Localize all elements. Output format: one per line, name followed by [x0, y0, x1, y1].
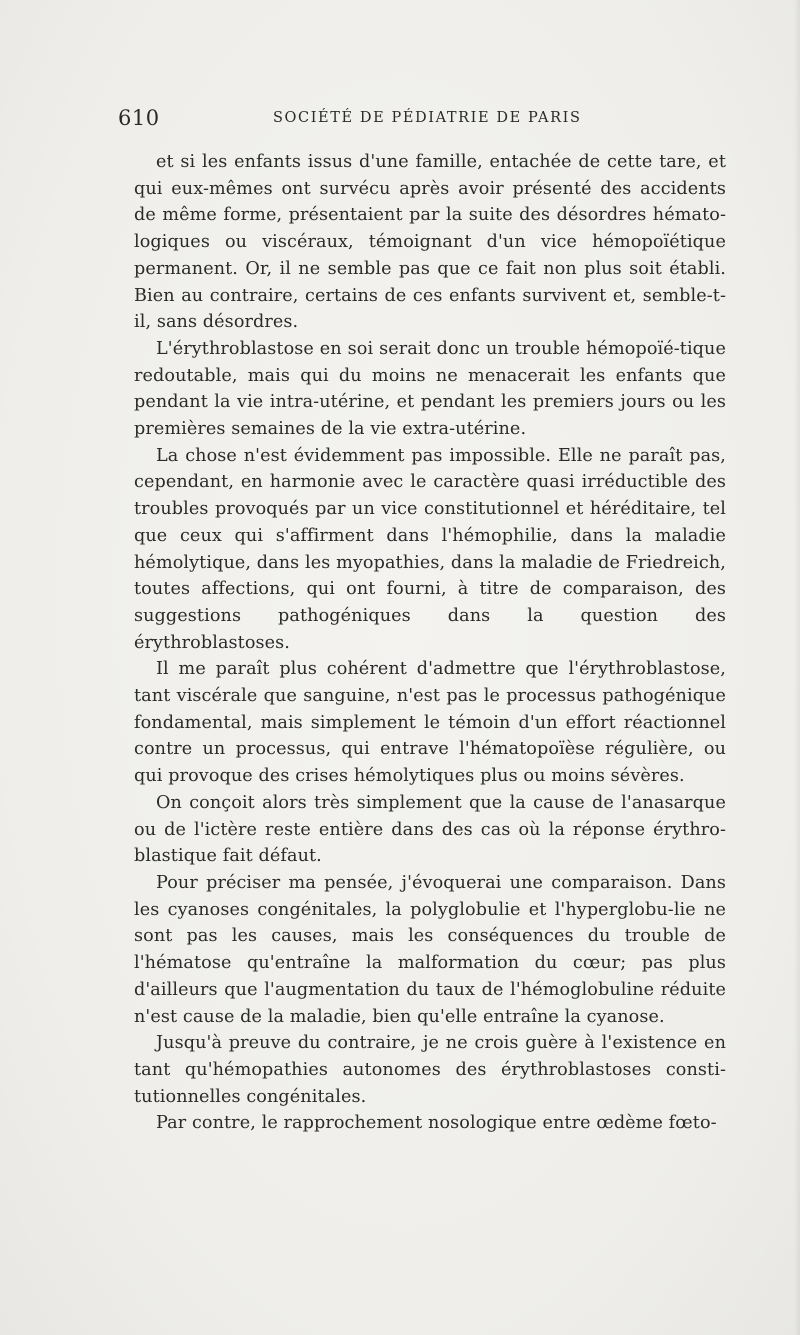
running-title: SOCIÉTÉ DE PÉDIATRIE DE PARIS	[273, 110, 582, 126]
body-text	[134, 149, 726, 1137]
paragraph: et si les enfants issus d'une famille, entachée de cette tare, et qui eux-mêmes ont survécu après avoir présenté des accidents de même forme, présentaient par la suite des désordres hémato-logiques ou viscéraux, témoignant d'un vice hémopoïétique permanent. Or, il ne semble pas que ce fait non plus soit établi. Bien au contraire, certains de ces enfants survivent et, semble-t-il, sans désordres.	[134, 152, 726, 333]
paragraph: La chose n'est évidemment pas impossible. Elle ne paraît pas, cependant, en harmonie avec le caractère quasi irréductible des troubles provoqués par un vice constitutionnel et héréditaire, tel que ceux qui s'affirment dans l'hémophilie, dans la maladie hémolytique, dans les myopathies, dans la maladie de Friedreich, toutes affections, qui ont fourni, à titre de comparaison, des suggestions pathogéniques dans la question des érythroblastoses.	[134, 445, 726, 653]
paragraph: Jusqu'à preuve du contraire, je ne crois guère à l'existence en tant qu'hémopathies autonomes des érythroblastoses consti-tutionnelles congénitales.	[134, 1033, 726, 1107]
paragraph: Pour préciser ma pensée, j'évoquerai une comparaison. Dans les cyanoses congénitales, la polyglobulie et l'hyperglobu-lie ne sont pas les causes, mais les conséquences du trouble de l'hématose qu'entraîne la malformation du cœur; pas plus d'ailleurs que l'augmentation du taux de l'hémoglobuline réduite n'est cause de la maladie, bien qu'elle entraîne la cyanose.	[134, 872, 726, 1027]
paragraph: Il me paraît plus cohérent d'admettre que l'érythroblastose, tant viscérale que sanguine, n'est pas le processus pathogénique fondamental, mais simplement le témoin d'un effort réactionnel contre un processus, qui entrave l'hématopoïèse régulière, ou qui provoque des crises hémolytiques plus ou moins sévères.	[134, 659, 726, 787]
page-number: 610	[118, 106, 160, 130]
page-edge-shadow	[794, 0, 800, 1335]
paragraph: Par contre, le rapprochement nosologique entre œdème fœto-	[156, 1113, 717, 1134]
paragraph: L'érythroblastose en soi serait donc un trouble hémopoïé-tique redoutable, mais qui du moins ne menacerait les enfants que pendant la vie intra-utérine, et pendant les premiers jours ou les premières semaines de la vie extra-utérine.	[134, 338, 726, 440]
paragraph: On conçoit alors très simplement que la cause de l'anasarque ou de l'ictère reste entière dans des cas où la réponse érythro-blastique fait défaut.	[134, 792, 726, 867]
running-head	[118, 106, 738, 134]
